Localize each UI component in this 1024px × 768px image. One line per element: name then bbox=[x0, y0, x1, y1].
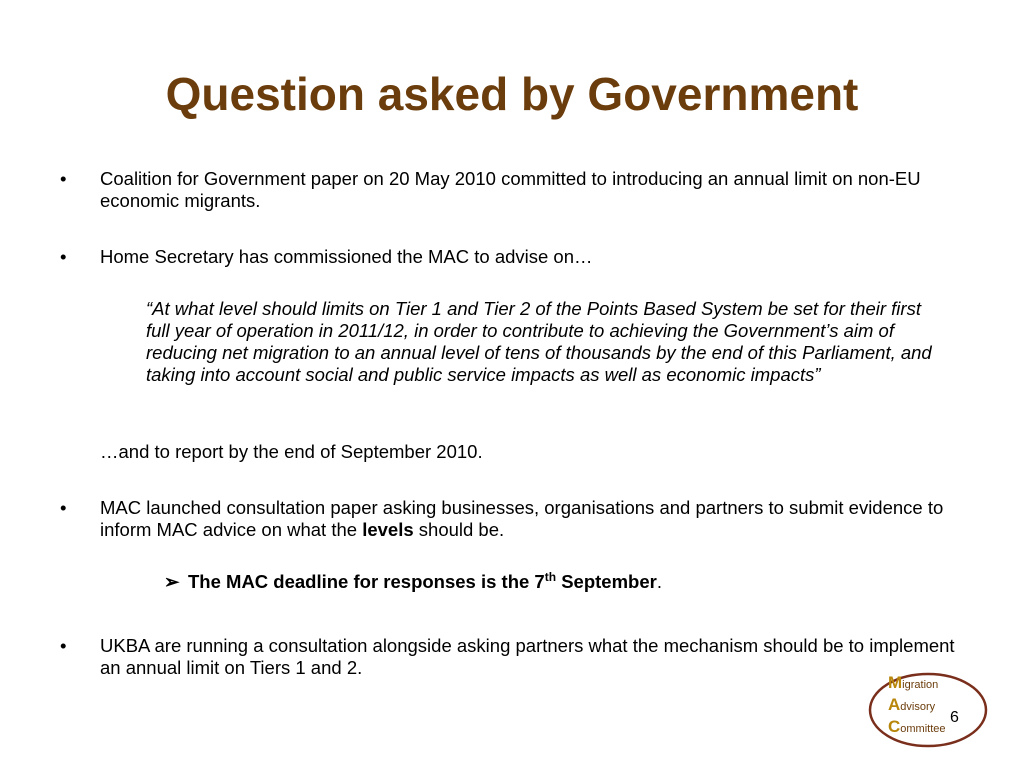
report-deadline-text: …and to report by the end of September 2010. bbox=[100, 441, 483, 462]
bullet-text: Coalition for Government paper on 20 May 2010 committed to introducing an annual limit on non-EU economic migrants. bbox=[100, 168, 921, 211]
arrow-bullet-icon: ➢ bbox=[164, 571, 180, 592]
logo-line-advisory bbox=[888, 695, 936, 714]
logo-rest-committee: ommittee bbox=[900, 723, 946, 735]
mac-logo bbox=[868, 672, 988, 748]
bullet-text-bold: levels bbox=[362, 519, 414, 540]
bullet-icon: • bbox=[60, 635, 67, 656]
deadline-period: . bbox=[656, 571, 662, 592]
logo-rest-advisory: dvisory bbox=[900, 701, 936, 713]
logo-cap-c: C bbox=[888, 717, 901, 736]
bullet-icon: • bbox=[60, 168, 67, 189]
slide-title: Question asked by Government bbox=[165, 68, 859, 120]
bullet-text bbox=[100, 497, 960, 541]
commission-quote: “At what level should limits on Tier 1 and Tier 2 of the Points Based System be set for their first full year of operation in 2011/12, in order to contribute to achieving the Government’s aim of reducing net migration to an annual level of tens of thousands by the end of this Parliament, and taking into account social and public service impacts as well as economic impacts” bbox=[146, 298, 932, 385]
logo-cap-a: A bbox=[888, 695, 901, 714]
bullet-text: UKBA are running a consultation alongside asking partners what the mechanism should be to implement an annual limit on Tiers 1 and 2. bbox=[100, 635, 955, 678]
deadline-note bbox=[164, 571, 864, 593]
logo-line-migration bbox=[888, 673, 939, 692]
bullet-text: Home Secretary has commissioned the MAC to advise on… bbox=[100, 246, 593, 267]
logo-rest-migration: igration bbox=[902, 679, 939, 691]
bullet-icon: • bbox=[60, 246, 67, 267]
deadline-text-bold bbox=[188, 571, 657, 592]
deadline-text-pre: The MAC deadline for responses is the 7 bbox=[188, 571, 545, 592]
page-number: 6 bbox=[950, 709, 959, 726]
bullet-text-pre: MAC launched consultation paper asking businesses, organisations and partners to submit evidence to inform MAC advice on what the bbox=[100, 497, 944, 540]
bullet-text-post: should be. bbox=[413, 519, 505, 540]
logo-line-committee bbox=[888, 717, 946, 736]
deadline-text-post: September bbox=[556, 571, 657, 592]
logo-cap-m: M bbox=[888, 673, 903, 692]
deadline-superscript: th bbox=[544, 569, 557, 584]
bullet-icon: • bbox=[60, 497, 67, 518]
